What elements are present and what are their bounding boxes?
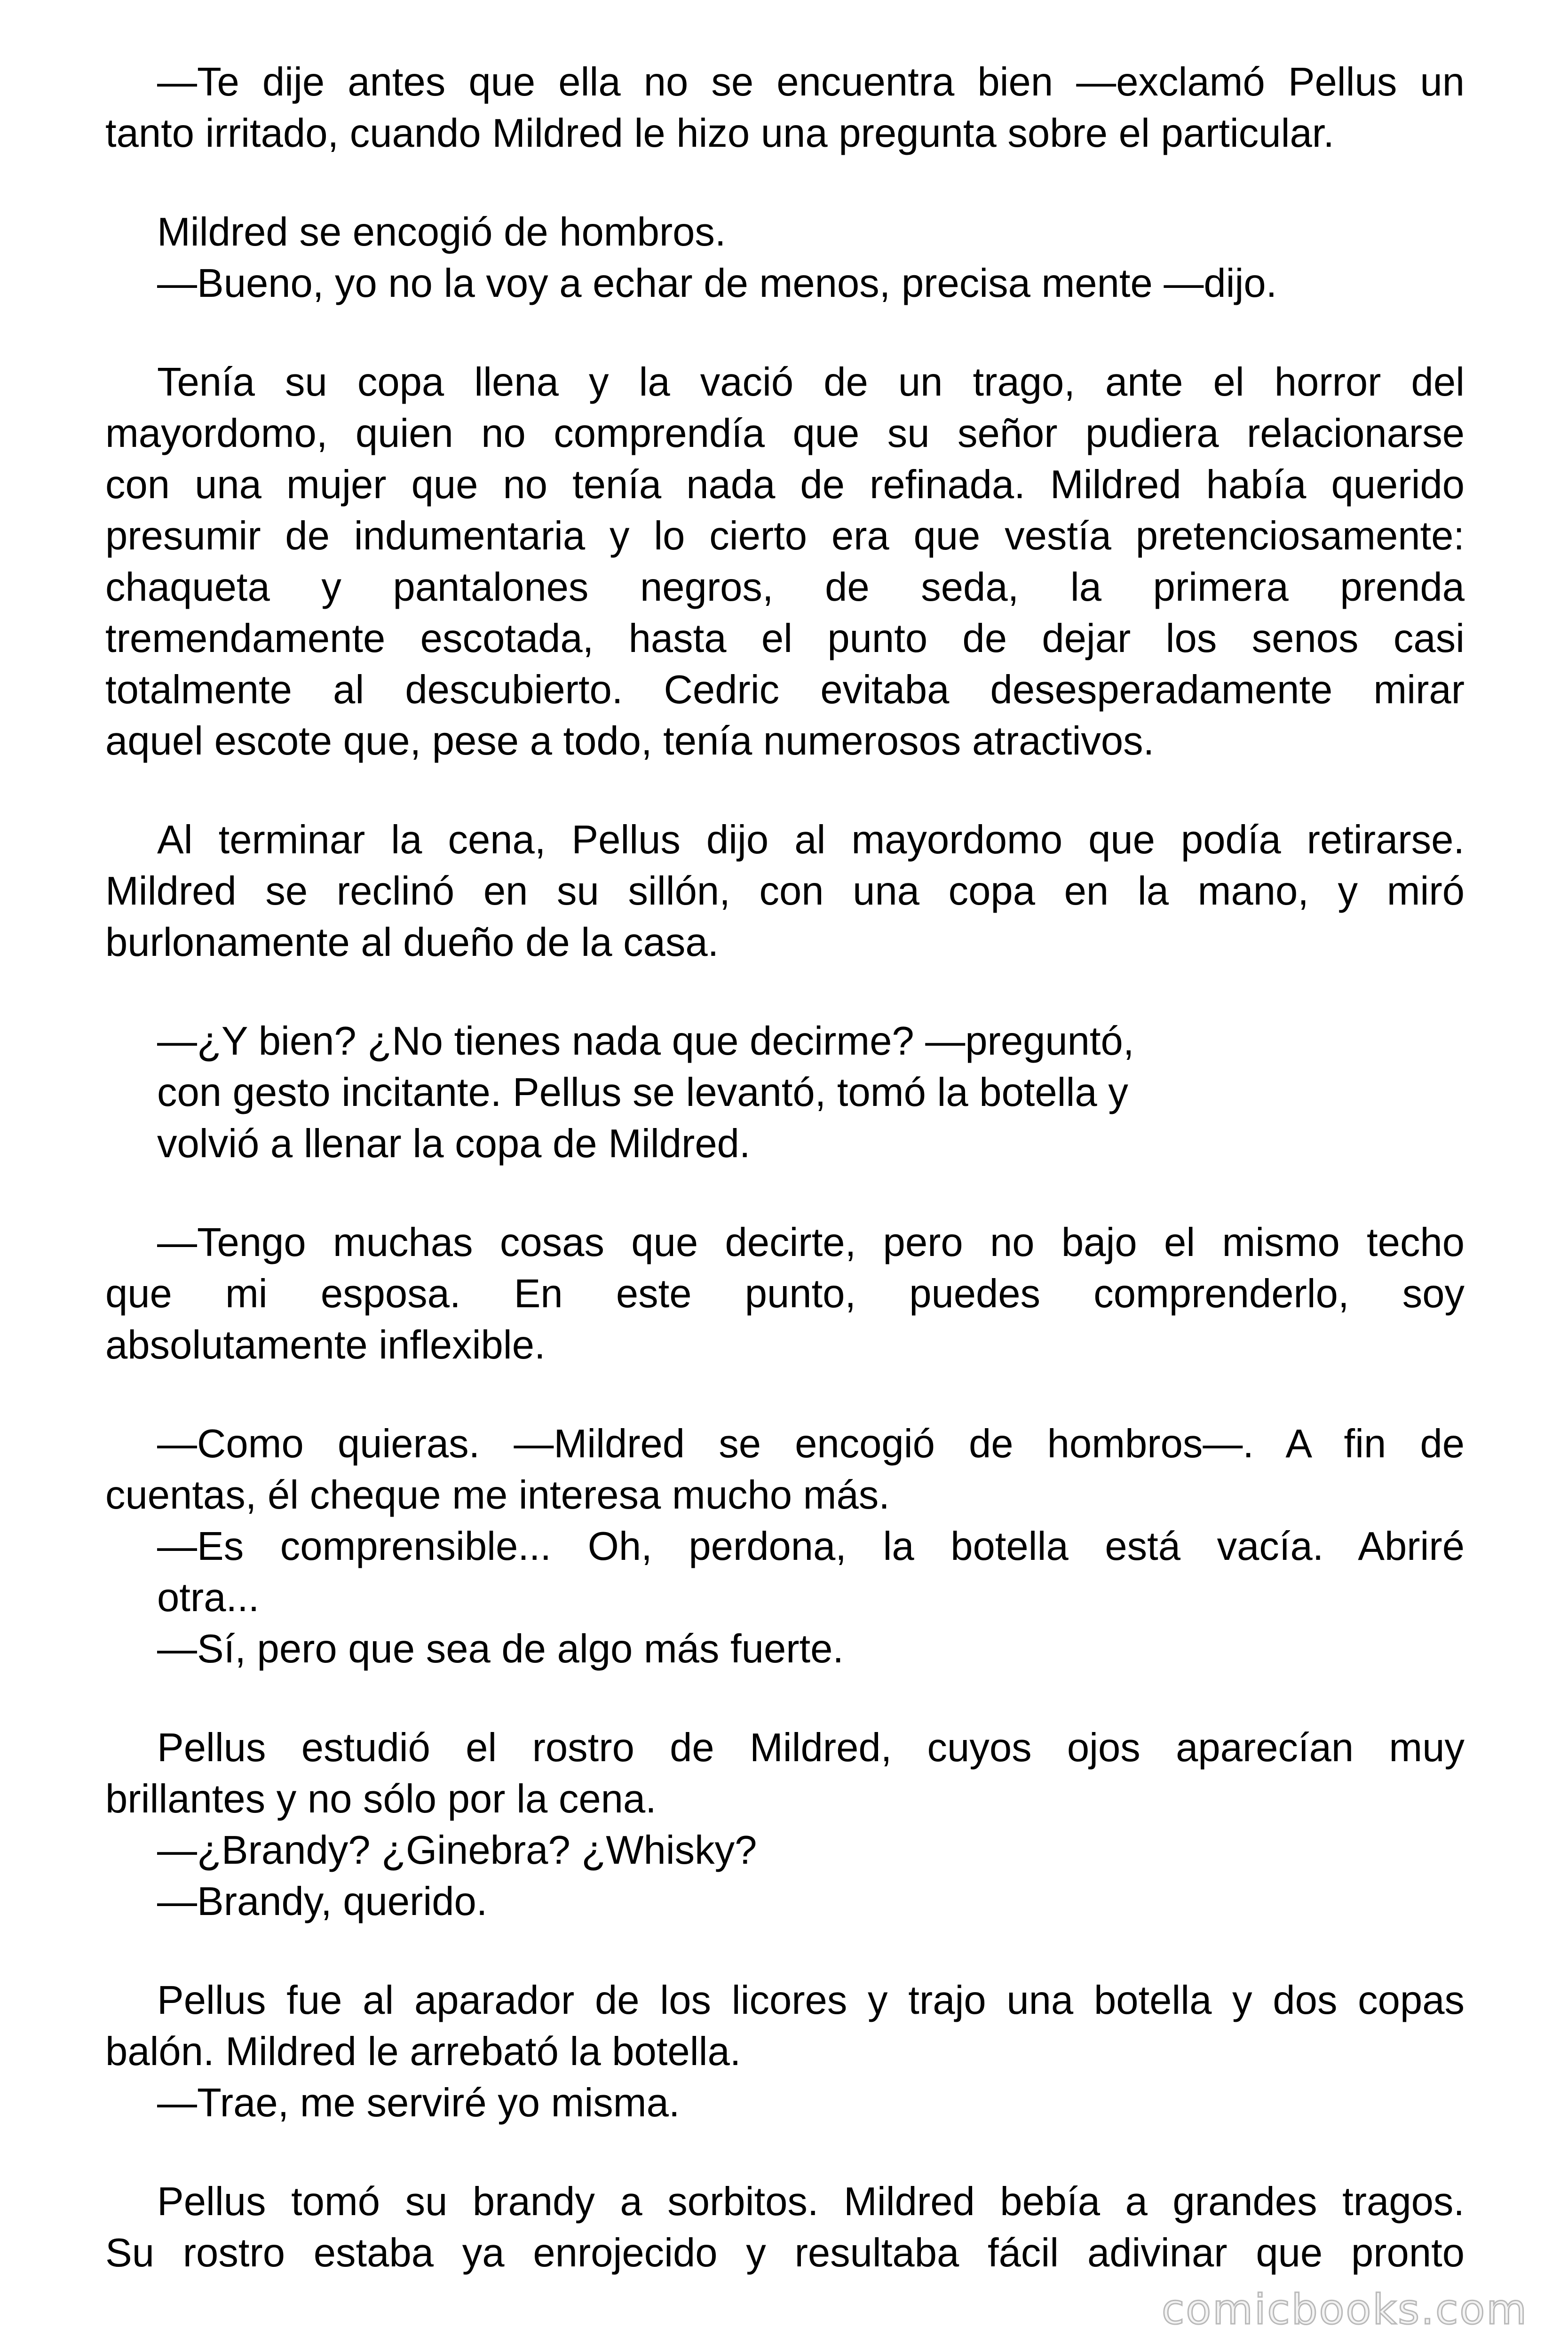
text-line: Mildred se encogió de hombros.	[157, 210, 726, 254]
text-line: Mildred se reclinó en su sillón, con una copa en la mano, y miró	[105, 869, 1465, 914]
text-line: —Sí, pero que sea de algo más fuerte.	[157, 1627, 844, 1671]
text-line: absolutamente inflexible.	[105, 1323, 546, 1367]
text-line: cuentas, él cheque me interesa mucho más.	[105, 1473, 890, 1518]
text-line: Su rostro estaba ya enrojecido y resultaba fácil adivinar que pronto	[105, 2231, 1465, 2275]
paragraph-10	[105, 2176, 1465, 2279]
text-line: totalmente al descubierto. Cedric evitaba desesperadamente mirar	[105, 667, 1465, 712]
text-line: con una mujer que no tenía nada de refinada. Mildred había querido	[105, 462, 1465, 507]
text-line: volvió a llenar la copa de Mildred.	[157, 1121, 751, 1166]
watermark-text: comicbooks.com	[1162, 2285, 1528, 2334]
text-line: tremendamente escotada, hasta el punto de dejar los senos casi	[105, 616, 1465, 661]
paragraph-2	[105, 207, 1465, 309]
text-line: —¿Y bien? ¿No tienes nada que decirme? —preguntó,	[157, 1019, 1134, 1064]
text-line: balón. Mildred le arrebató la botella.	[105, 2029, 741, 2074]
text-line: tanto irritado, cuando Mildred le hizo una pregunta sobre el particular.	[105, 111, 1334, 156]
text-line: Al terminar la cena, Pellus dijo al mayordomo que podía retirarse.	[157, 818, 1465, 862]
text-line: chaqueta y pantalones negros, de seda, la primera prenda	[105, 565, 1465, 610]
text-line: —Te dije antes que ella no se encuentra bien —exclamó Pellus un	[157, 60, 1465, 104]
paragraph-3	[105, 357, 1465, 767]
text-line: burlonamente al dueño de la casa.	[105, 920, 719, 965]
text-line: —Brandy, querido.	[157, 1879, 488, 1924]
text-line: brillantes y no sólo por la cena.	[105, 1777, 657, 1821]
document-page	[105, 56, 1465, 2326]
text-line: aquel escote que, pese a todo, tenía numerosos atractivos.	[105, 719, 1155, 763]
text-line: Pellus fue al aparador de los licores y trajo una botella y dos copas	[157, 1978, 1465, 2023]
text-line: —Como quieras. —Mildred se encogió de hombros—. A fin de	[157, 1422, 1465, 1466]
text-line: Tenía su copa llena y la vació de un trago, ante el horror del	[157, 360, 1465, 405]
text-line: que mi esposa. En este punto, puedes comprenderlo, soy	[105, 1271, 1465, 1316]
text-line: —Trae, me serviré yo misma.	[157, 2081, 680, 2125]
text-line: otra...	[157, 1575, 260, 1620]
paragraph-4	[105, 814, 1465, 968]
text-line: —Tengo muchas cosas que decirte, pero no bajo el mismo techo	[157, 1220, 1465, 1265]
text-line: presumir de indumentaria y lo cierto era que vestía pretenciosamente:	[105, 514, 1465, 558]
paragraph-1	[105, 56, 1465, 159]
paragraph-6	[105, 1217, 1465, 1371]
paragraph-5	[105, 1016, 1465, 1169]
paragraph-9	[105, 1975, 1465, 2129]
text-line: con gesto incitante. Pellus se levantó, tomó la botella y	[157, 1070, 1128, 1115]
text-line: —Bueno, yo no la voy a echar de menos, precisa mente —dijo.	[157, 261, 1277, 306]
text-line: —Es comprensible... Oh, perdona, la botella está vacía. Abriré	[157, 1524, 1465, 1569]
text-line: Pellus tomó su brandy a sorbitos. Mildred bebía a grandes tragos.	[157, 2179, 1465, 2224]
paragraph-8	[105, 1722, 1465, 1927]
text-line: —¿Brandy? ¿Ginebra? ¿Whisky?	[157, 1828, 757, 1873]
text-line: mayordomo, quien no comprendía que su señor pudiera relacionarse	[105, 411, 1465, 456]
paragraph-7	[105, 1418, 1465, 1675]
text-line: Pellus estudió el rostro de Mildred, cuyos ojos aparecían muy	[157, 1725, 1465, 1770]
